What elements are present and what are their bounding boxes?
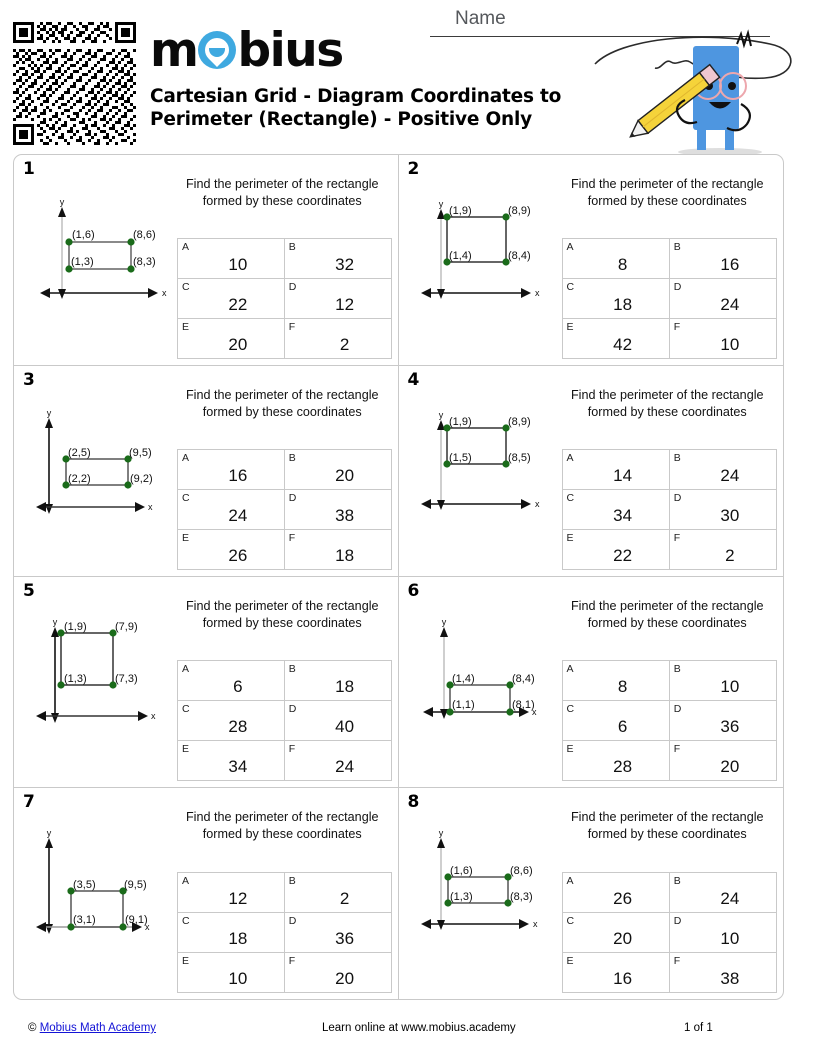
page-footer — [0, 1022, 815, 1042]
option-letter: D — [673, 281, 682, 293]
option-value: 22 — [613, 545, 633, 565]
option-c[interactable] — [562, 490, 669, 530]
option-letter: D — [288, 703, 297, 715]
option-value: 24 — [720, 888, 740, 908]
option-letter: B — [673, 663, 681, 675]
answer-options-table — [562, 449, 778, 570]
coord-bottom-left: (1,3) — [71, 256, 94, 268]
coord-bottom-left: (1,1) — [451, 699, 475, 711]
svg-text:x: x — [162, 288, 167, 298]
option-value: 42 — [613, 334, 633, 354]
table-row — [178, 873, 392, 913]
option-letter: C — [566, 281, 575, 293]
page-number: 1 of 1 — [684, 1022, 713, 1034]
coordinate-diagram-3 — [14, 366, 177, 576]
table-row — [178, 661, 392, 701]
copyright-symbol: © — [28, 1022, 37, 1034]
option-b[interactable] — [669, 661, 776, 701]
table-row — [562, 661, 777, 701]
option-value: 18 — [335, 676, 355, 696]
svg-text:x: x — [151, 711, 156, 721]
table-row — [562, 530, 777, 570]
coord-bottom-left: (1,3) — [64, 673, 87, 685]
option-letter: A — [182, 875, 190, 887]
svg-text:y: y — [52, 617, 58, 627]
option-b[interactable] — [284, 873, 391, 913]
option-d[interactable] — [284, 279, 391, 319]
page-title: Cartesian Grid - Diagram Coordinates to Perimeter (Rectangle) - Positive Only — [150, 86, 562, 131]
option-letter: B — [288, 663, 296, 675]
option-d[interactable] — [284, 490, 391, 530]
coord-top-right: (7,9) — [115, 621, 138, 633]
mobius-math-academy-link[interactable]: Mobius Math Academy — [39, 1022, 157, 1034]
table-row — [178, 279, 392, 319]
option-e[interactable] — [178, 741, 285, 781]
option-value: 16 — [613, 968, 633, 988]
logo-text-suffix: bius — [237, 22, 343, 78]
option-letter: D — [673, 492, 682, 504]
option-a[interactable] — [178, 450, 285, 490]
option-value: 10 — [720, 334, 740, 354]
svg-text:x: x — [534, 288, 539, 298]
option-d[interactable] — [669, 701, 776, 741]
option-f[interactable] — [284, 953, 391, 993]
option-e[interactable] — [562, 530, 669, 570]
option-e[interactable] — [562, 319, 669, 359]
axes-and-rectangle-svg — [399, 577, 562, 777]
option-value: 12 — [335, 294, 355, 314]
answer-options-table — [177, 449, 392, 570]
option-c[interactable] — [562, 279, 669, 319]
option-letter: C — [182, 492, 190, 504]
problem-prompt: Find the perimeter of the rectangle formed by these coordinates — [570, 388, 764, 419]
option-b[interactable] — [669, 873, 776, 913]
option-letter: F — [288, 532, 296, 544]
problem-prompt: Find the perimeter of the rectangle formed by these coordinates — [570, 177, 764, 208]
answer-options-table — [562, 238, 778, 359]
svg-text:y: y — [438, 828, 443, 838]
option-letter: E — [566, 743, 574, 755]
option-f[interactable] — [669, 741, 776, 781]
option-value: 36 — [720, 716, 740, 736]
option-letter: A — [566, 875, 574, 887]
table-row — [562, 279, 777, 319]
table-row — [562, 319, 777, 359]
problem-cell-4 — [399, 366, 784, 577]
coordinate-diagram-4 — [399, 366, 562, 576]
problem-cell-5 — [14, 577, 399, 788]
coord-top-left: (1,9) — [448, 205, 472, 217]
axes-and-rectangle-svg — [399, 155, 562, 355]
brand-logo — [150, 24, 450, 76]
problem-number: 3 — [23, 370, 35, 390]
option-f[interactable] — [284, 741, 391, 781]
table-row — [178, 913, 392, 953]
option-c[interactable] — [178, 279, 285, 319]
coord-top-left: (1,6) — [72, 229, 95, 241]
answer-options-table — [177, 660, 392, 781]
table-row — [178, 490, 392, 530]
option-letter: D — [288, 915, 297, 927]
option-c[interactable] — [178, 913, 285, 953]
coord-bottom-right: (8,5) — [507, 452, 531, 464]
coord-top-left: (1,9) — [448, 416, 472, 428]
problem-cell-2 — [399, 155, 784, 366]
option-letter: B — [673, 452, 681, 464]
svg-text:y: y — [438, 199, 443, 209]
coord-top-right: (8,6) — [133, 229, 156, 241]
option-value: 28 — [228, 716, 248, 736]
coord-top-left: (3,5) — [73, 879, 96, 891]
option-a[interactable] — [178, 239, 285, 279]
option-value: 20 — [335, 465, 355, 485]
option-letter: D — [288, 281, 297, 293]
option-value: 10 — [720, 676, 740, 696]
problem-cell-3 — [14, 366, 399, 577]
coord-top-left: (1,4) — [451, 673, 475, 685]
option-c[interactable] — [562, 701, 669, 741]
option-value: 26 — [228, 545, 248, 565]
blue-character-with-pencil-icon — [585, 28, 805, 156]
coordinate-diagram-2 — [399, 155, 562, 365]
option-d[interactable] — [284, 701, 391, 741]
answer-options-table — [177, 872, 392, 993]
option-letter: A — [566, 241, 574, 253]
table-row — [178, 530, 392, 570]
svg-text:y: y — [438, 410, 443, 420]
option-letter: B — [288, 241, 296, 253]
option-f[interactable] — [669, 319, 776, 359]
page-header — [0, 0, 815, 152]
option-letter: F — [288, 321, 296, 333]
svg-text:x: x — [534, 499, 539, 509]
coord-top-right: (8,4) — [511, 673, 535, 685]
option-letter: D — [288, 492, 297, 504]
option-letter: A — [566, 452, 574, 464]
coord-bottom-right: (7,3) — [115, 673, 138, 685]
table-row — [562, 490, 777, 530]
option-letter: C — [182, 915, 190, 927]
option-value: 24 — [228, 505, 248, 525]
option-value: 18 — [228, 928, 248, 948]
option-letter: D — [673, 703, 682, 715]
option-d[interactable] — [669, 913, 776, 953]
coord-top-right: (8,9) — [507, 205, 531, 217]
coordinate-diagram-7 — [14, 788, 177, 999]
option-letter: E — [182, 321, 190, 333]
coord-top-right: (9,5) — [124, 879, 147, 891]
option-value: 36 — [335, 928, 355, 948]
option-value: 18 — [613, 294, 633, 314]
svg-text:y: y — [59, 197, 65, 207]
problem-prompt: Find the perimeter of the rectangle formed by these coordinates — [185, 177, 379, 208]
option-b[interactable] — [284, 450, 391, 490]
option-b[interactable] — [284, 661, 391, 701]
problem-prompt: Find the perimeter of the rectangle formed by these coordinates — [570, 810, 764, 841]
option-letter: C — [566, 703, 575, 715]
answer-options-table — [562, 872, 778, 993]
option-value: 16 — [228, 465, 248, 485]
option-letter: F — [673, 321, 681, 333]
problem-cell-7 — [14, 788, 399, 999]
coord-bottom-right: (8,4) — [507, 250, 531, 262]
option-e[interactable] — [178, 530, 285, 570]
coord-bottom-left: (1,4) — [448, 250, 472, 262]
table-row — [178, 953, 392, 993]
coordinate-diagram-8 — [399, 788, 562, 999]
option-c[interactable] — [562, 913, 669, 953]
learn-online-text: Learn online at www.mobius.academy — [322, 1022, 516, 1034]
logo-text-prefix: m — [150, 22, 198, 78]
problem-number: 8 — [407, 792, 420, 812]
table-row — [178, 239, 392, 279]
problem-prompt: Find the perimeter of the rectangle formed by these coordinates — [570, 599, 764, 630]
option-a[interactable] — [178, 873, 285, 913]
coord-bottom-right: (9,2) — [130, 473, 153, 485]
coordinate-diagram-6 — [399, 577, 562, 787]
option-c[interactable] — [178, 701, 285, 741]
option-value: 38 — [335, 505, 355, 525]
option-value: 2 — [725, 545, 735, 565]
problem-number: 1 — [23, 159, 35, 179]
svg-text:x: x — [532, 919, 537, 929]
table-row — [562, 873, 777, 913]
coord-top-right: (8,9) — [507, 416, 531, 428]
option-letter: F — [673, 743, 681, 755]
problem-cell-1 — [14, 155, 399, 366]
option-value: 2 — [339, 888, 350, 908]
table-row — [178, 319, 392, 359]
coord-top-right: (8,6) — [509, 865, 533, 877]
option-letter: E — [182, 955, 190, 967]
problem-cell-8 — [399, 788, 784, 999]
option-value: 32 — [335, 254, 355, 274]
option-value: 10 — [720, 928, 740, 948]
option-c[interactable] — [178, 490, 285, 530]
coordinate-diagram-1 — [14, 155, 177, 365]
table-row — [178, 741, 392, 781]
table-row — [562, 239, 777, 279]
option-value: 2 — [339, 334, 350, 354]
option-letter: C — [182, 703, 190, 715]
option-value: 16 — [720, 254, 740, 274]
option-letter: E — [566, 321, 574, 333]
option-letter: E — [566, 955, 574, 967]
axes-and-rectangle-svg — [14, 577, 177, 777]
problems-grid — [13, 154, 784, 1000]
axes-and-rectangle-svg — [399, 788, 562, 988]
axes-and-rectangle-svg — [14, 155, 177, 355]
svg-text:x: x — [148, 502, 153, 512]
coord-bottom-right: (9,1) — [125, 914, 148, 926]
coord-top-right: (9,5) — [129, 447, 152, 459]
option-e[interactable] — [562, 741, 669, 781]
table-row — [562, 953, 777, 993]
option-value: 40 — [335, 716, 355, 736]
option-letter: C — [566, 492, 575, 504]
problem-prompt: Find the perimeter of the rectangle formed by these coordinates — [185, 599, 379, 630]
coord-top-left: (1,9) — [64, 621, 87, 633]
option-letter: F — [288, 743, 296, 755]
coord-bottom-left: (1,5) — [448, 452, 472, 464]
problem-number: 4 — [407, 370, 420, 390]
option-a[interactable] — [178, 661, 285, 701]
svg-text:x: x — [145, 922, 150, 932]
table-row — [562, 913, 777, 953]
option-b[interactable] — [284, 239, 391, 279]
option-a[interactable] — [562, 661, 669, 701]
problem-cell-6 — [399, 577, 784, 788]
option-value: 14 — [613, 465, 633, 485]
copyright-notice — [28, 1022, 156, 1034]
coord-bottom-left: (1,3) — [449, 891, 473, 903]
option-letter: F — [673, 532, 681, 544]
option-letter: B — [288, 452, 296, 464]
problem-number: 7 — [23, 792, 35, 812]
svg-text:x: x — [531, 707, 536, 717]
option-e[interactable] — [562, 953, 669, 993]
option-value: 20 — [720, 756, 740, 776]
option-f[interactable] — [669, 530, 776, 570]
problem-number: 6 — [407, 581, 420, 601]
option-letter: E — [566, 532, 574, 544]
option-letter: F — [673, 955, 681, 967]
option-value: 30 — [720, 505, 740, 525]
coord-bottom-right: (8,3) — [509, 891, 533, 903]
problem-number: 2 — [407, 159, 420, 179]
coordinate-diagram-5 — [14, 577, 177, 787]
option-value: 24 — [720, 294, 740, 314]
svg-text:y: y — [441, 617, 446, 627]
coord-bottom-left: (2,2) — [68, 473, 91, 485]
option-value: 34 — [228, 756, 248, 776]
option-value: 22 — [228, 294, 248, 314]
option-f[interactable] — [284, 530, 391, 570]
axes-and-rectangle-svg — [14, 366, 177, 566]
table-row — [562, 701, 777, 741]
option-letter: C — [182, 281, 190, 293]
table-row — [562, 450, 777, 490]
option-letter: A — [182, 241, 190, 253]
option-a[interactable] — [562, 450, 669, 490]
svg-text:y: y — [46, 828, 52, 838]
option-value: 34 — [613, 505, 633, 525]
option-value: 6 — [617, 716, 628, 736]
name-label: Name — [455, 8, 506, 29]
coord-bottom-left: (3,1) — [73, 914, 96, 926]
option-d[interactable] — [669, 490, 776, 530]
option-value: 26 — [613, 888, 633, 908]
problem-prompt: Find the perimeter of the rectangle formed by these coordinates — [185, 388, 379, 419]
option-letter: E — [182, 532, 190, 544]
option-a[interactable] — [562, 873, 669, 913]
option-letter: A — [182, 452, 190, 464]
coord-bottom-right: (8,1) — [511, 699, 535, 711]
problem-number: 5 — [23, 581, 35, 601]
coord-top-left: (1,6) — [449, 865, 473, 877]
option-value: 8 — [617, 254, 628, 274]
option-value: 18 — [335, 545, 355, 565]
option-d[interactable] — [284, 913, 391, 953]
option-value: 20 — [228, 334, 248, 354]
option-value: 10 — [228, 254, 248, 274]
option-b[interactable] — [669, 239, 776, 279]
option-d[interactable] — [669, 279, 776, 319]
option-value: 38 — [720, 968, 740, 988]
option-f[interactable] — [284, 319, 391, 359]
table-row — [562, 741, 777, 781]
option-letter: E — [182, 743, 190, 755]
option-value: 24 — [335, 756, 355, 776]
option-letter: A — [566, 663, 574, 675]
option-value: 24 — [720, 465, 740, 485]
option-letter: B — [673, 875, 681, 887]
option-value: 20 — [613, 928, 633, 948]
option-letter: A — [182, 663, 190, 675]
option-letter: C — [566, 915, 575, 927]
qr-code-icon — [13, 22, 136, 145]
option-b[interactable] — [669, 450, 776, 490]
option-f[interactable] — [669, 953, 776, 993]
option-value: 8 — [617, 676, 628, 696]
option-value: 12 — [228, 888, 248, 908]
answer-options-table — [177, 238, 392, 359]
water-drop-icon — [198, 31, 236, 69]
coord-top-left: (2,5) — [68, 447, 91, 459]
option-value: 6 — [233, 676, 243, 696]
table-row — [178, 450, 392, 490]
option-value: 10 — [228, 968, 248, 988]
option-letter: F — [288, 955, 296, 967]
option-letter: B — [288, 875, 296, 887]
option-letter: B — [673, 241, 681, 253]
option-e[interactable] — [178, 953, 285, 993]
option-value: 20 — [335, 968, 355, 988]
table-row — [178, 701, 392, 741]
option-letter: D — [673, 915, 682, 927]
answer-options-table — [562, 660, 778, 781]
option-value: 28 — [613, 756, 633, 776]
option-a[interactable] — [562, 239, 669, 279]
axes-and-rectangle-svg — [399, 366, 562, 566]
option-e[interactable] — [178, 319, 285, 359]
problem-prompt: Find the perimeter of the rectangle formed by these coordinates — [185, 810, 379, 841]
svg-text:y: y — [46, 408, 52, 418]
axes-and-rectangle-svg — [14, 788, 177, 988]
coord-bottom-right: (8,3) — [133, 256, 156, 268]
